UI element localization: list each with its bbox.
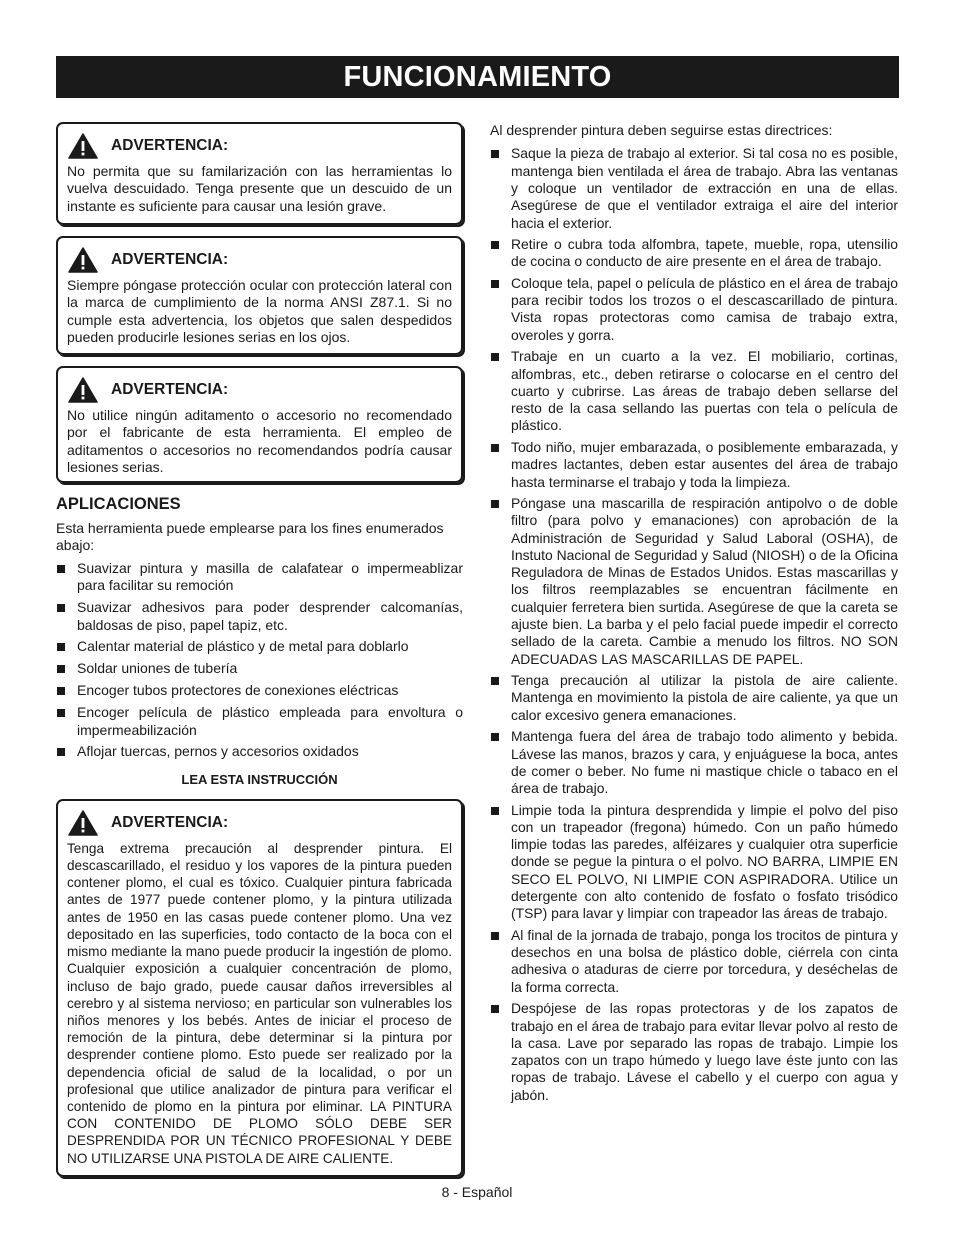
list-item: [56, 599, 463, 634]
aplicaciones-title: APLICACIONES: [56, 495, 181, 513]
list-item: [56, 560, 463, 595]
warning-text: Tenga extrema precaución al desprender pintura. El descascarillado, el residuo y los vapores de la pintura pueden contener plomo, el cual es tóxico. Cualquier pintura fabricada antes de 1977 puede contener plomo, y la pintura utilizada antes de 1950 en las casas puede contener plomo. Una vez depositado en las superficies, todo contacto de la boca con el mismo mediante la mano puede producir la ingestión de plomo. Cualquier exposición a cualquier concentración de plomo, incluso de bajo grado, puede causar daños irreversibles al cerebro y al sistema nervioso; en particular son vulnerables los niños menores y los bebés. Antes de iniciar el proceso de remoción de la pintura, debe determinar si la pintura por desprender contiene plomo. Esto puede ser realizado por la dependencia oficial de salud de la localidad, o por un profesional que utilice analizador de pintura para verificar el contenido de plomo en la pintura por eliminar. LA PINTURA CON CONTENIDO DE PLOMO SÓLO DEBE SER DESPRENDIDA POR UN TÉCNICO PROFESIONAL Y DEBE NO UTILIZARSE UNA PISTOLA DE AIRE CALIENTE.: [67, 840, 452, 1166]
bullet-square-icon: [491, 280, 499, 288]
list-item-text: Todo niño, mujer embarazada, o posiblemente embarazada, y madres lactantes, deben estar ausentes del área de trabajo hasta terminarse el trabajo y toda la limpieza.: [511, 438, 898, 490]
warning-box-3: [56, 366, 463, 483]
list-item-text: Encoger película de plástico empleada para envoltura o impermeabilización: [77, 704, 463, 738]
bullet-square-icon: [491, 150, 499, 158]
warning-header: [67, 811, 452, 835]
list-item: [490, 439, 898, 491]
list-item: [490, 145, 898, 231]
list-item-text: Saque la pieza de trabajo al exterior. Si tal cosa no es posible, mantenga bien ventilada el área de trabajo. Abra las ventanas y coloque un ventilador de extracción en una de ellas. Asegúrese de que el ventilador extraiga el aire del interior hacia el exterior.: [511, 145, 898, 231]
warning-triangle-icon: [68, 377, 98, 403]
bullet-square-icon: [57, 565, 65, 573]
bullet-square-icon: [57, 665, 65, 673]
list-item: [490, 495, 898, 668]
bullet-square-icon: [491, 677, 499, 685]
list-item: [56, 743, 463, 760]
warning-text: Siempre póngase protección ocular con protección lateral con la marca de cumplimiento de la norma ANSI Z87.1. Si no cumple esta advertencia, los objetos que salen despedidos pueden producirle lesiones serias en los ojos.: [67, 277, 452, 346]
list-item-text: Mantenga fuera del área de trabajo todo alimento y bebida. Lávese las manos, brazos y cara, y enjuáguese la boca, antes de comer o beber. No fume ni mastique chicle o tabaco en el área de trabajo.: [511, 728, 898, 797]
list-item-text: Soldar uniones de tubería: [77, 660, 238, 677]
list-item-text: Encoger tubos protectores de conexiones eléctricas: [77, 682, 399, 699]
warning-text: No utilice ningún aditamento o accesorio no recomendado por el fabricante de esta herramienta. El empleo de aditamentos o accesorios no recomendandos podría causar lesiones serias.: [67, 407, 452, 476]
list-item-text: Al final de la jornada de trabajo, ponga los trocitos de pintura y desechos en una bolsa de plástico doble, ciérrela con cinta adhesiva o ataduras de cierre por torcedura, y deséchelas de la forma correcta.: [511, 926, 898, 995]
list-item-text: Trabaje en un cuarto a la vez. El mobiliario, cortinas, alfombras, etc., deben retirarse o colocarse en el centro del cuarto y cubrirse. Las áreas de trabajo deben sellarse del resto de la casa sellando las puertas con tela o película de plástico.: [511, 348, 898, 434]
warning-title: ADVERTENCIA:: [111, 251, 229, 268]
bullet-square-icon: [491, 444, 499, 452]
bullet-square-icon: [491, 241, 499, 249]
bullet-square-icon: [491, 807, 499, 815]
warning-header: [67, 134, 452, 158]
warning-box-2: [56, 236, 463, 355]
list-item: [490, 348, 898, 434]
list-item-text: Calentar material de plástico y de metal para doblarlo: [77, 638, 409, 655]
warning-text: No permita que su familarización con las herramientas lo vuelva descuidado. Tenga presente que un descuido de un instante es suficiente para causar una lesión grave.: [67, 163, 452, 214]
bullet-square-icon: [57, 604, 65, 612]
warning-title: ADVERTENCIA:: [111, 381, 229, 398]
directrices-intro: Al desprender pintura deben seguirse estas directrices:: [490, 122, 833, 138]
list-item-text: Retire o cubra toda alfombra, tapete, mueble, ropa, utensilio de cocina o conducto de aire presente en el área de trabajo.: [511, 236, 898, 270]
warning-header: [67, 378, 452, 402]
list-item: [490, 275, 898, 344]
list-item-text: Coloque tela, papel o película de plástico en el área de trabajo para recibir todos los trozos o el descascarillado de pintura. Vista ropas protectoras como camisa de trabajo extra, overoles y gorra.: [511, 274, 898, 343]
right-column: [490, 122, 898, 1108]
bullet-square-icon: [57, 748, 65, 756]
bullet-square-icon: [491, 1005, 499, 1013]
aplicaciones-list: [56, 560, 463, 761]
lea-instruccion-label: LEA ESTA INSTRUCCIÓN: [181, 771, 338, 787]
section-header: FUNCIONAMIENTO: [56, 56, 899, 98]
warning-triangle-icon: [68, 247, 98, 273]
left-column: [56, 122, 463, 1188]
list-item: [56, 704, 463, 739]
warning-header: [67, 248, 452, 272]
list-item: [490, 1000, 898, 1104]
warning-box-4: [56, 799, 463, 1177]
list-item: [490, 672, 898, 724]
list-item: [490, 236, 898, 271]
list-item: [490, 927, 898, 996]
bullet-square-icon: [57, 643, 65, 651]
list-item-text: Póngase una mascarilla de respiración antipolvo o de doble filtro (para polvo y emanaciones) con aprobación de la Administración de Seguridad y Salud Laboral (OSHA), de Instuto Nacional de Seguridad y Salud (NIOSH) o de la Oficina Reguladora de Minas de Estados Unidos. Estas mascarillas y los filtros reemplazables se encuentran fácilmente en cualquier ferretera bien surtida. Asegúrese de que la careta se ajuste bien. La barba y el pelo facial puede impedir el correcto sellado de la careta. Cambie a menudo los filtros. NO SON ADECUADAS LAS MASCARILLAS DE PAPEL.: [511, 494, 898, 667]
warning-title: ADVERTENCIA:: [111, 813, 229, 831]
list-item-text: Despójese de las ropas protectoras y de los zapatos de trabajo en el área de trabajo para evitar llevar polvo al resto de la casa. Lave por separado las ropas de trabajo. Limpie los zapatos con un trapo húmedo y luego lave éste junto con las ropas de trabajo. Lávese el cabello y el cuerpo con agua y jabón.: [511, 1000, 898, 1103]
warning-title: ADVERTENCIA:: [111, 137, 229, 154]
list-item-text: Tenga precaución al utilizar la pistola de aire caliente. Mantenga en movimiento la pistola de aire caliente, ya que un calor excesivo genera emanaciones.: [511, 672, 898, 723]
bullet-square-icon: [491, 932, 499, 940]
bullet-square-icon: [491, 353, 499, 361]
list-item: [490, 728, 898, 797]
list-item-text: Limpie toda la pintura desprendida y limpie el polvo del piso con un trapeador (fregona) húmedo. Con un paño húmedo limpie todas las paredes, alféizares y cualquier otra superficie donde se pegue la pintura o el polvo. NO BARRA, LIMPIE EN SECO EL POLVO, NI LIMPIE CON ASPIRADORA. Utilice un detergente con alto contenido de fosfato o fosfato trisódico (TSP) para lavar y limpiar con trapeador las áreas de trabajo.: [511, 801, 898, 922]
list-item: [56, 660, 463, 677]
warning-triangle-icon: [68, 133, 98, 159]
aplicaciones-intro: Esta herramienta puede emplearse para los fines enumerados abajo:: [56, 520, 444, 554]
list-item: [56, 682, 463, 699]
page-number: 8 - Español: [441, 1184, 513, 1200]
bullet-square-icon: [491, 500, 499, 508]
list-item-text: Suavizar pintura y masilla de calafatear o impermeablizar para facilitar su remoción: [77, 559, 463, 594]
list-item-text: Aflojar tuercas, pernos y accesorios oxidados: [77, 743, 359, 760]
list-item: [490, 802, 898, 923]
warning-box-1: [56, 122, 463, 225]
list-item: [56, 638, 463, 655]
directrices-list: [490, 145, 898, 1104]
warning-triangle-icon: [68, 810, 98, 836]
bullet-square-icon: [57, 709, 65, 717]
list-item-text: Suavizar adhesivos para poder desprender calcomanías, baldosas de piso, papel tapiz, etc.: [77, 599, 463, 633]
bullet-square-icon: [491, 733, 499, 741]
bullet-square-icon: [57, 687, 65, 695]
